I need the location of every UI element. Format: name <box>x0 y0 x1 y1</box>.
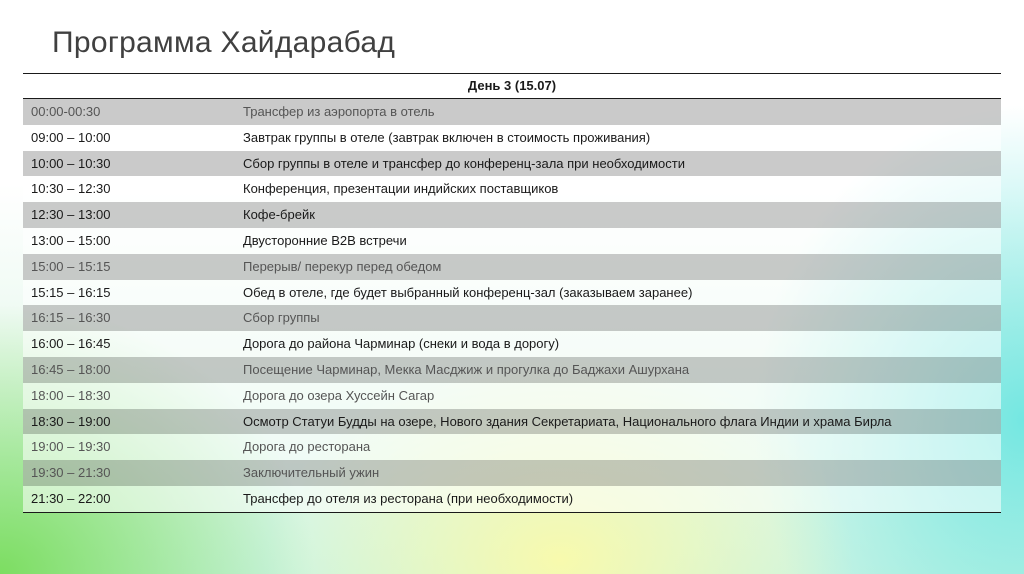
time-cell: 09:00 – 10:00 <box>31 129 111 145</box>
activity-cell: Кофе-брейк <box>243 207 315 223</box>
time-cell: 15:00 – 15:15 <box>31 258 111 274</box>
activity-cell: Дорога до озера Хуссейн Сагар <box>243 387 435 403</box>
table-row <box>23 305 1001 331</box>
activity-cell: Двусторонние B2B встречи <box>243 232 407 248</box>
activity-cell: Сбор группы <box>243 310 320 326</box>
table-row <box>23 254 1001 280</box>
schedule-header: День 3 (15.07) <box>23 74 1001 99</box>
activity-cell: Завтрак группы в отеле (завтрак включен в стоимость проживания) <box>243 129 651 145</box>
table-row <box>23 228 1001 254</box>
time-cell: 00:00-00:30 <box>31 104 101 119</box>
time-cell: 19:30 – 21:30 <box>31 465 111 481</box>
activity-cell: Перерыв/ перекур перед обедом <box>243 258 442 274</box>
time-cell: 16:00 – 16:45 <box>31 336 111 352</box>
time-cell: 18:00 – 18:30 <box>31 387 111 403</box>
time-cell: 19:00 – 19:30 <box>31 439 111 455</box>
activity-cell: Трансфер из аэропорта в отель <box>243 104 435 119</box>
table-row <box>23 280 1001 306</box>
time-cell: 16:45 – 18:00 <box>31 361 111 377</box>
activity-cell: Конференция, презентации индийских поставщиков <box>243 181 559 197</box>
time-cell: 16:15 – 16:30 <box>31 310 111 326</box>
activity-cell: Заключительный ужин <box>243 465 380 481</box>
table-row <box>23 486 1001 512</box>
table-row <box>23 202 1001 228</box>
table-row <box>23 176 1001 202</box>
table-row <box>23 383 1001 409</box>
time-cell: 21:30 – 22:00 <box>31 490 111 506</box>
table-row <box>23 151 1001 177</box>
time-cell: 18:30 – 19:00 <box>31 413 111 429</box>
time-cell: 10:00 – 10:30 <box>31 155 111 171</box>
slide-title: Программа Хайдарабад <box>52 26 396 59</box>
activity-cell: Дорога до ресторана <box>243 439 371 455</box>
table-row <box>23 460 1001 486</box>
table-row <box>23 99 1001 125</box>
time-cell: 13:00 – 15:00 <box>31 232 111 248</box>
time-cell: 10:30 – 12:30 <box>31 181 111 197</box>
activity-cell: Посещение Чарминар, Мекка Масджиж и прогулка до Баджахи Ашурхана <box>243 361 690 377</box>
schedule-table <box>23 73 1001 513</box>
time-cell: 15:15 – 16:15 <box>31 284 111 300</box>
activity-cell: Осмотр Статуи Будды на озере, Нового здания Секретариата, Национального флага Индии и храма Бирла <box>243 413 892 429</box>
activity-cell: Обед в отеле, где будет выбранный конференц-зал (заказываем заранее) <box>243 284 693 300</box>
time-cell: 12:30 – 13:00 <box>31 207 111 223</box>
table-row <box>23 125 1001 151</box>
table-row <box>23 409 1001 435</box>
table-row <box>23 331 1001 357</box>
activity-cell: Трансфер до отеля из ресторана (при необходимости) <box>243 490 574 506</box>
table-row <box>23 434 1001 460</box>
activity-cell: Сбор группы в отеле и трансфер до конференц-зала при необходимости <box>243 155 685 171</box>
table-row <box>23 357 1001 383</box>
activity-cell: Дорога до района Чарминар (снеки и вода в дорогу) <box>243 336 560 352</box>
